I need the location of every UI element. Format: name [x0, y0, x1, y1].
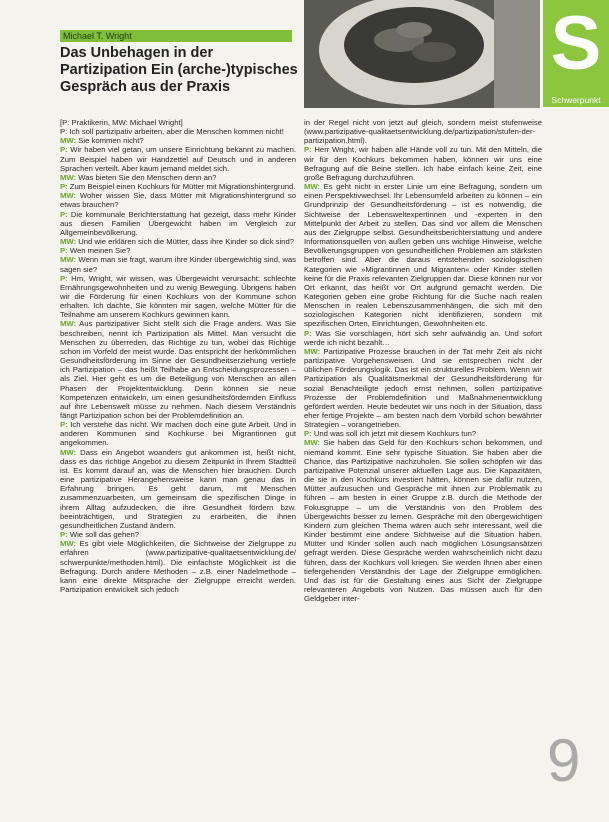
dialogue-text: Was bieten Sie den Menschen denn an?: [78, 172, 217, 182]
speaker-label: MW:: [60, 237, 77, 247]
dialogue-text: Was Sie vorschlagen, hört sich sehr aufwändig an. Und sofort werde ich nicht bezahlt…: [304, 328, 542, 347]
text-column-left: [60, 118, 296, 594]
author-name: Michael T. Wright: [63, 31, 132, 41]
section-letter: S: [550, 1, 602, 86]
page-number: 9: [547, 727, 581, 794]
speaker-label: MW:: [60, 539, 77, 549]
dialogue-paragraph: [304, 438, 542, 603]
speaker-label: P:: [60, 273, 68, 283]
speaker-label: MW:: [60, 191, 77, 201]
dialogue-text: Und was soll ich jetzt mit diesem Kochkurs tun?: [313, 429, 477, 439]
column-right-body: [304, 118, 542, 603]
speaker-label: P:: [60, 530, 68, 540]
section-logo: [543, 0, 609, 94]
dialogue-paragraph: [304, 429, 542, 438]
dialogue-paragraph: [60, 420, 296, 447]
text-column-right: [304, 118, 542, 603]
speaker-label: P:: [304, 429, 312, 439]
dialogue-paragraph: [304, 145, 542, 182]
dialogue-text: Sie haben das Geld für den Kochkurs schon bekommen, und niemand kommt. Eine sehr typische Situation. Sie haben aber die Chance, das Partizipative nachzuholen. Sie sollen schöpfen wir das partizipative Potenzial unserer aktuellen Lage aus. Die Kapazitäten, die sie in den Kochkurs investiert hätten, können sie dafür nutzen, Mütter aufzusuchen und Gespräche mit ihnen zur Problematik zu führen – am besten in einer Gruppe z.B. durch die Methode der Fokusgruppe – um die Verständnis von den Problem des Übergewichts besser zu lernen. Gespräche mit den übergewichtigen Kindern zum gleichen Thema wären auch sehr interessant, weil die Kinder bestimmt eine andere Sichtweise auf die Situation haben. Mütter und Kinder sollen auch nach möglichen Lösungsansätzen gefragt werden. Diese Gespräche werden wahrscheinlich nicht dazu führen, dass der Kochkurs voll kriegen. Sie werden Ihnen aber einen tiefergehenden Verständnis der Lage der Zielgruppe ermöglichen. Und das ist für die Gestaltung eines aus Sicht der Zielgruppe relevanteren Angebots von Nutzen. Das müssen auch für den Geldgeber inter-: [304, 438, 542, 604]
dialogue-paragraph: [60, 191, 296, 209]
dialogue-paragraph: [60, 274, 296, 320]
speaker-label: P:: [304, 145, 312, 155]
speaker-label: P:: [60, 145, 68, 155]
article-title: Das Unbehagen in der Partizipation Ein (arche-)typisches Gespräch aus der Praxis: [60, 45, 298, 95]
dialogue-text: Hm, Wright, wir wissen, was Übergewicht verursacht: schlechte Ernährungsgewohnheiten und zu wenig Bewegung. Übrigens haben wir die Förderung für einen Kochkurs von der Kommune schon erhalten. Ich dachte, Sie könnten mir sagen, welche Mütter für die Teilnahme am unserem Kochkurs gewinnen kann.: [60, 273, 297, 320]
dialogue-text: Wen meinen Sie?: [69, 246, 131, 256]
dialogue-intro: [P: Praktikerin, MW: Michael Wright]: [60, 118, 183, 127]
speaker-label: MW:: [304, 438, 321, 448]
author-bar: [60, 30, 292, 42]
dialogue-paragraph: [60, 182, 296, 191]
dialogue-text: Sie kommen nicht?: [78, 136, 144, 146]
dialogue-text: Die kommunale Berichterstattung hat gezeigt, dass mehr Kinder aus diesen Familien Übergewicht haben im Vergleich zur Allgemeinbevölkerung.: [60, 209, 296, 237]
dialogue-text: Herr Wright, wir haben alle Hände voll zu tun. Mit den Mitteln, die wir für den Kochkurs bekommen haben, können wir uns eine Befragung auf die Beine stellen. Ich habe einfach keine Zeit, eine große Befragung durchzuführen.: [304, 145, 542, 182]
dialogue-paragraph: [304, 118, 542, 145]
dialogue-paragraph: [60, 448, 296, 530]
speaker-label: MW:: [60, 319, 77, 329]
speaker-label: P:: [304, 328, 312, 338]
dialogue-text: in der Regel nicht von jetzt auf gleich, sondern meist stufenweise (www.partizipative-qualitaetsentwicklung.de/partizipation/stufen-der-partizipation.html).: [304, 118, 542, 146]
dialogue-paragraph: [60, 136, 296, 145]
speaker-label: MW:: [60, 136, 77, 146]
dialogue-text: Wir haben viel getan, um unsere Einrichtung bekannt zu machen. Zum Beispiel haben wir Handzettel auf Deutsch und in anderen Sprachen verteilt. Aber kaum jemand meldet sich.: [60, 145, 297, 173]
section-label: Schwerpunkt: [543, 94, 609, 107]
dialogue-text: Wie soll das gehen?: [69, 530, 140, 540]
speaker-label: MW:: [60, 255, 77, 265]
dialogue-paragraph: [60, 539, 296, 594]
dialogue-text: Dass ein Angebot woanders gut ankommen ist, heißt nicht, dass es das richtige Angebot zu diesem Zeitpunkt in Ihrem Stadtteil ist. Es kommt darauf an, was die Menschen hier brauchen. Durch eine partizipative Herangehensweise kann man genau das in Erfahrung bringen. Es geht darum, mit Menschen zusammenzuarbeiten, um gemeinsam die spezifischen Dinge in ihrem Alltag aufzudecken, die ihre Gesundheit fördern bzw. beeinträchtigen, und Strategien zu erarbeiten, die ihnen gesundheitlichen Zustand ändern.: [60, 447, 296, 530]
dialogue-paragraph: [60, 530, 296, 539]
dialogue-text: Ich verstehe das nicht. Wir machen doch eine gute Arbeit. Und in anderen Kommunen sind Kochkurse bei Migrantinnen gut angekommen.: [60, 420, 296, 448]
dialogue-paragraph: [60, 237, 296, 246]
food-photo-image: [304, 0, 540, 108]
column-left-body: [60, 127, 296, 594]
dialogue-paragraph: [304, 347, 542, 429]
speaker-label: MW:: [60, 447, 77, 457]
dialogue-paragraph: [60, 210, 296, 237]
dialogue-paragraph: [60, 255, 296, 273]
dialogue-text: Woher wissen Sie, dass Mütter mit Migrationshintergrund so etwas brauchen?: [60, 191, 296, 210]
dialogue-text: Und wie erklären sich die Mütter, dass ihre Kinder so dick sind?: [78, 237, 295, 247]
dialogue-paragraph: [60, 127, 296, 136]
dialogue-text: Zum Beispiel einen Kochkurs für Mütter mit Migrationshintergrund.: [69, 182, 296, 192]
speaker-label: P:: [60, 209, 68, 219]
header-photo: [304, 0, 540, 108]
dialogue-text: Es gibt viele Möglichkeiten, die Sichtweise der Zielgruppe zu erfahren (www.partizipative-qualitaetsentwicklung.de/ schwerpunkte/methoden.html). Die einfachste Möglichkeit ist die Befragung. Durch andere Methoden – z.B. einer Nadelmethode – kann eine direkte Mitsprache der Zielgruppe erreicht werden. Partizipation entwickelt sich jedoch: [60, 539, 296, 594]
speaker-label: P:: [60, 182, 68, 192]
dialogue-text: P: Ich soll partizipativ arbeiten, aber die Menschen kommen nicht!: [60, 127, 284, 137]
dialogue-text: Es geht nicht in erster Linie um eine Befragung, sondern um einen Perspektivwechsel. Ihr Lebensumfeld arbeiten zu können – ein Grundprinzip der Gesundheitsförderung – ist es notwendig, die Sichtweise der Lebensweltexpertinnen und -experten in den Mittelpunkt der Arbeit zu stellen. Das sind vor allem die Menschen aus der Zielgruppe selbst. Gesundheitsberichterstattung und andere Informationsquellen von außen geben uns wichtige Hinweise, welche Bevölkerungsgruppen von gesundheitlichen Problemen am stärksten betroffen sind. Aber die daraus entstehenden soziologischen Kategorien wie »Migrantinnen und Migranten« oder Kinder stellen keine für die Praxis relevanten Zielgruppen dar. Diese können nur vor Ort erkannt, das heißt vor Ort aufgrund gemacht werden. Die Kategorien geben eine grobe Richtung für die Suche nach realen Menschen in realen Lebenszusammenhängen, die sich mit den soziologischen Kategorien nicht identifizieren, sondern mit spezifischen Orten, Einrichtungen, Gewohnheiten etc.: [304, 182, 542, 329]
dialogue-text: Partizipative Prozesse brauchen in der Tat mehr Zeit als nicht partizipative Vorgehensweisen. Und sie entsprechen nicht der üblichen Förderungslogik. Das ist ein strukturelles Problem. Wenn wir Partizipation als Qualitätsmerkmal der Gesundheitsförderung für sozial Benachteiligte jedoch ernst nehmen, sollen partizipative Prozesse der Problemdefinition und Maßnahmenentwicklung gefördert werden. Heute bedeutet wir uns noch in der Situation, dass eher fertige Projekte – am besten nach dem Vorbild schon bewährter Strategien – vorangetrieben.: [304, 346, 542, 430]
speaker-label: P:: [60, 246, 68, 256]
dialogue-paragraph: [60, 246, 296, 255]
dialogue-paragraph: [60, 145, 296, 172]
speaker-label: MW:: [304, 346, 321, 356]
dialogue-paragraph: [304, 329, 542, 347]
speaker-label: P:: [60, 420, 68, 430]
dialogue-paragraph: [60, 173, 296, 182]
dialogue-paragraph: [304, 182, 542, 329]
dialogue-paragraph: [60, 319, 296, 420]
speaker-label: MW:: [304, 182, 321, 192]
dialogue-text: Wenn man sie fragt, warum ihre Kinder übergewichtig sind, was sagen sie?: [60, 255, 297, 274]
dialogue-text: Aus partizipativer Sicht stellt sich die Frage anders. Was Sie beschreiben, nennt ich Partizipation als Mittel. Man versucht die Menschen zu überreden, das Richtige zu tun, wobei das Richtige schon im Vorfeld der meist wurde. Das entspricht der herkömmlichen Gesundheitsförderung im Sinne der Gesundheitserziehung vertiefe ich Partizipation – das heißt Teilhabe an Entscheidungsprozessen – als Ziel. Hier geht es um die Beteiligung von Menschen an allen Phasen der Projektentwicklung. Denn können sie neue Kompetenzen entwickeln, um einen gesundheitsfördernden Einfluss auf ihre Lebenswelt müsse zu nehmen. Nach diesem Verständnis fängt Partizipation schon bei der Problemdefinition an.: [60, 319, 296, 420]
speaker-label: MW:: [60, 172, 77, 182]
